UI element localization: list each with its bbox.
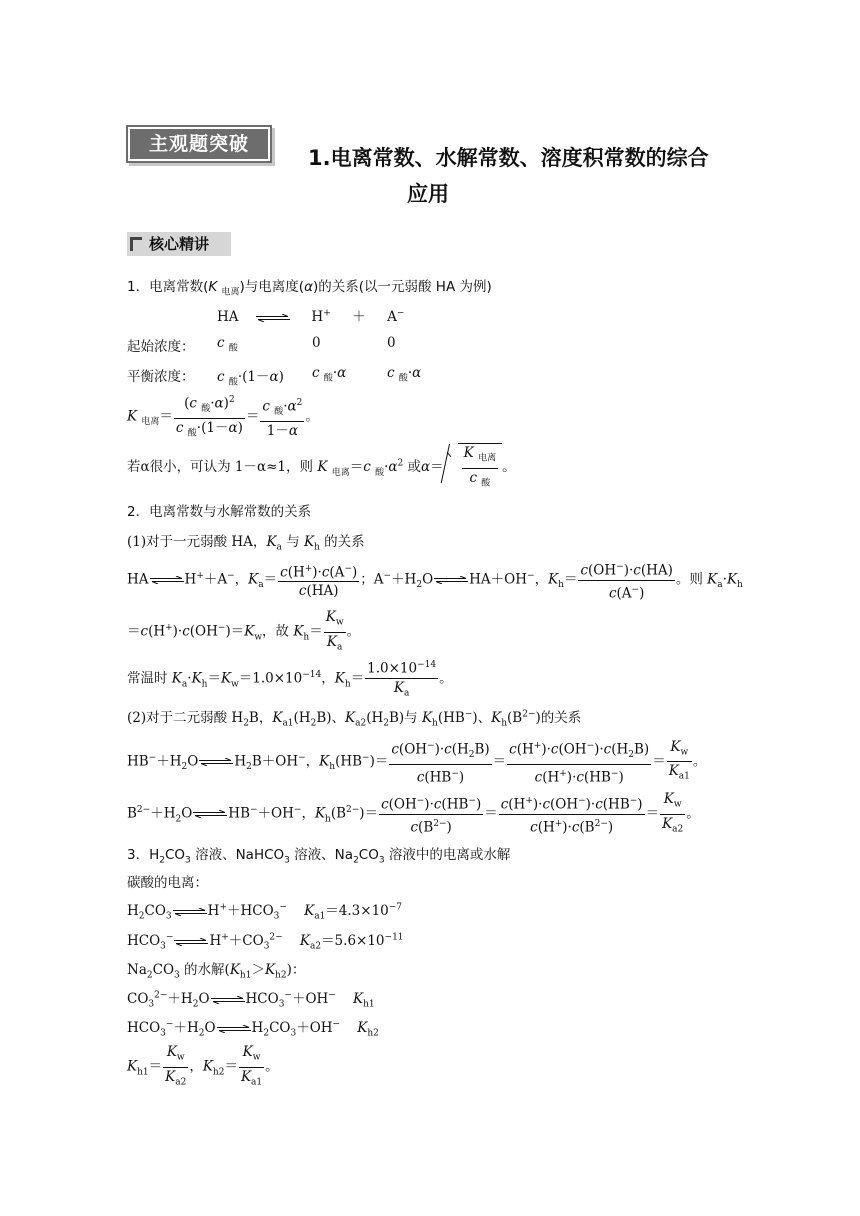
heading-3: 3．$H_2CO_3$ 溶液、NaHCO$_3$ 溶液、$Na_2CO_3$ 溶液中的电离或水解	[127, 847, 511, 866]
heading-1: 1．电离常数(K $_{电离}$)与电离度(α)的关系(以一元弱酸 HA 为例)	[127, 279, 492, 298]
heading-2: 2．电离常数与水解常数的关系	[127, 504, 312, 520]
eq-conc-ha: c $_酸$·(1－α)	[217, 369, 284, 388]
page-title: 1.电离常数、水解常数、溶度积常数的综合	[308, 146, 709, 170]
kh-b-formula: $B^{2-}+H_2O$ HB−＋OH−，$K_h(B^{2-})=$ $\frac{c(OH^-)\cdot c(HB^-)}{c(B^{2-})}$ ＝ $\frac{c(H^+)\cdot c(OH^-)\cdot c(HB^-)}{c(H^+)\cdot c(B^{2-})}$ ＝ $\frac{K_w}{K_{a2}}$ 。	[127, 791, 700, 836]
hydrolysis-step2: $HCO_3^-+H_2O$ $H_2CO_3+OH^-$ $K_{h2}$	[127, 1019, 379, 1039]
initial-conc-label: 起始浓度：	[127, 339, 195, 355]
carbonic-ionization-label: 碳酸的电离：	[127, 875, 208, 891]
section-heading: 核心精讲	[127, 232, 231, 256]
room-temp-relation: 常温时 $K_a\cdot K_h=K_w=1.0\times 10^{-14}$，$K_h=$ $\frac{1.0\times 10^{-14}}{K_a}$ 。	[127, 656, 453, 702]
approximation-note: 若α很小，可认为 1－α≈1，则 K $_{电离}$＝c $_酸\cdot\alpha^2$ 或α＝ $\frac{K _{电离}}{c _酸}$ 。	[127, 443, 516, 492]
carbonic-step1: $H_2CO_3$ $H^++HCO_3^-$ $K_{a1}=4.3\times 10^{-7}$	[127, 902, 403, 922]
initial-conc-h: 0	[312, 335, 321, 351]
ka-kh-formula: HA H+＋A−，$K_a=$ $\frac{c(H^+)\cdot c(A^-)}{c(HA)}$ ；$A^-+H_2O$ HA＋OH−，$K_h=$ $\frac{c(OH^-)\cdot c(HA)}{c(A^-)}$ 。则 $K_a\cdot K_h$	[127, 558, 743, 602]
carbonate-hydrolysis-label: $Na_2CO_3$ 的水解$(K_{h1}>K_{h2})$：	[127, 962, 306, 981]
k-ionization-formula: K $_{电离}$＝ $\frac{(c _酸\cdot\alpha)^2}{c _酸\cdot(1-\alpha)}$ ＝ $\frac{c _酸\cdot\alpha^2}{1-\alpha}$ 。	[127, 391, 319, 443]
kh-hb-formula: $HB^-+H_2O$ $H_2B+OH^-$，$K_h(HB^-)=$ $\frac{c(OH^-)\cdot c(H_2B)}{c(HB^-)}$ ＝ $\frac{c(H^+)\cdot c(OH^-)\cdot c(H_2B)}{c(H^+)\cdot c(HB^-)}$ ＝ $\frac{K_w}{K_{a1}}$ 。	[127, 738, 707, 786]
section-badge: 主观题突破	[128, 127, 270, 161]
bracket-icon	[130, 237, 142, 251]
kh-summary: $K_{h1}=$ $\frac{K_w}{K_{a2}}$ ，$K_{h2}=$ $\frac{K_w}{K_{a1}}$ 。	[127, 1044, 279, 1088]
sub-heading-1: (1)对于一元弱酸 HA，$K_a$ 与 $K_h$ 的关系	[127, 534, 365, 553]
carbonic-step2: $HCO_3^-$ $H^++CO_3^{2-}$ $K_{a2}=5.6\times 10^{-11}$	[127, 932, 404, 952]
eq-conc-h: c $_酸$·α	[312, 365, 347, 384]
eq-conc-a: c $_酸$·α	[387, 365, 422, 384]
sub-heading-2: (2)对于二元弱酸 $H_2B$，$K_{a1}(H_2B)$、$K_{a2}(H_2B)$与 $K_h(HB^-)$、$K_h(B^{2-})$的关系	[127, 709, 582, 729]
hydrolysis-step1: $CO_3^{2-}+H_2O$ $HCO_3^-+OH^-$ $K_{h1}$	[127, 990, 375, 1010]
kw-relation: $=c(H^+)\cdot c(OH^-)=K_w$，故 $K_h=$ $\frac{K_w}{K_a}$ 。	[127, 609, 361, 653]
ionization-equation: HA H+ ＋ A−	[217, 308, 405, 325]
initial-conc-a: 0	[387, 335, 396, 351]
page-title-line2: 应用	[407, 182, 449, 206]
eq-conc-label: 平衡浓度：	[127, 369, 195, 385]
initial-conc-c: c $_酸$	[217, 335, 238, 354]
